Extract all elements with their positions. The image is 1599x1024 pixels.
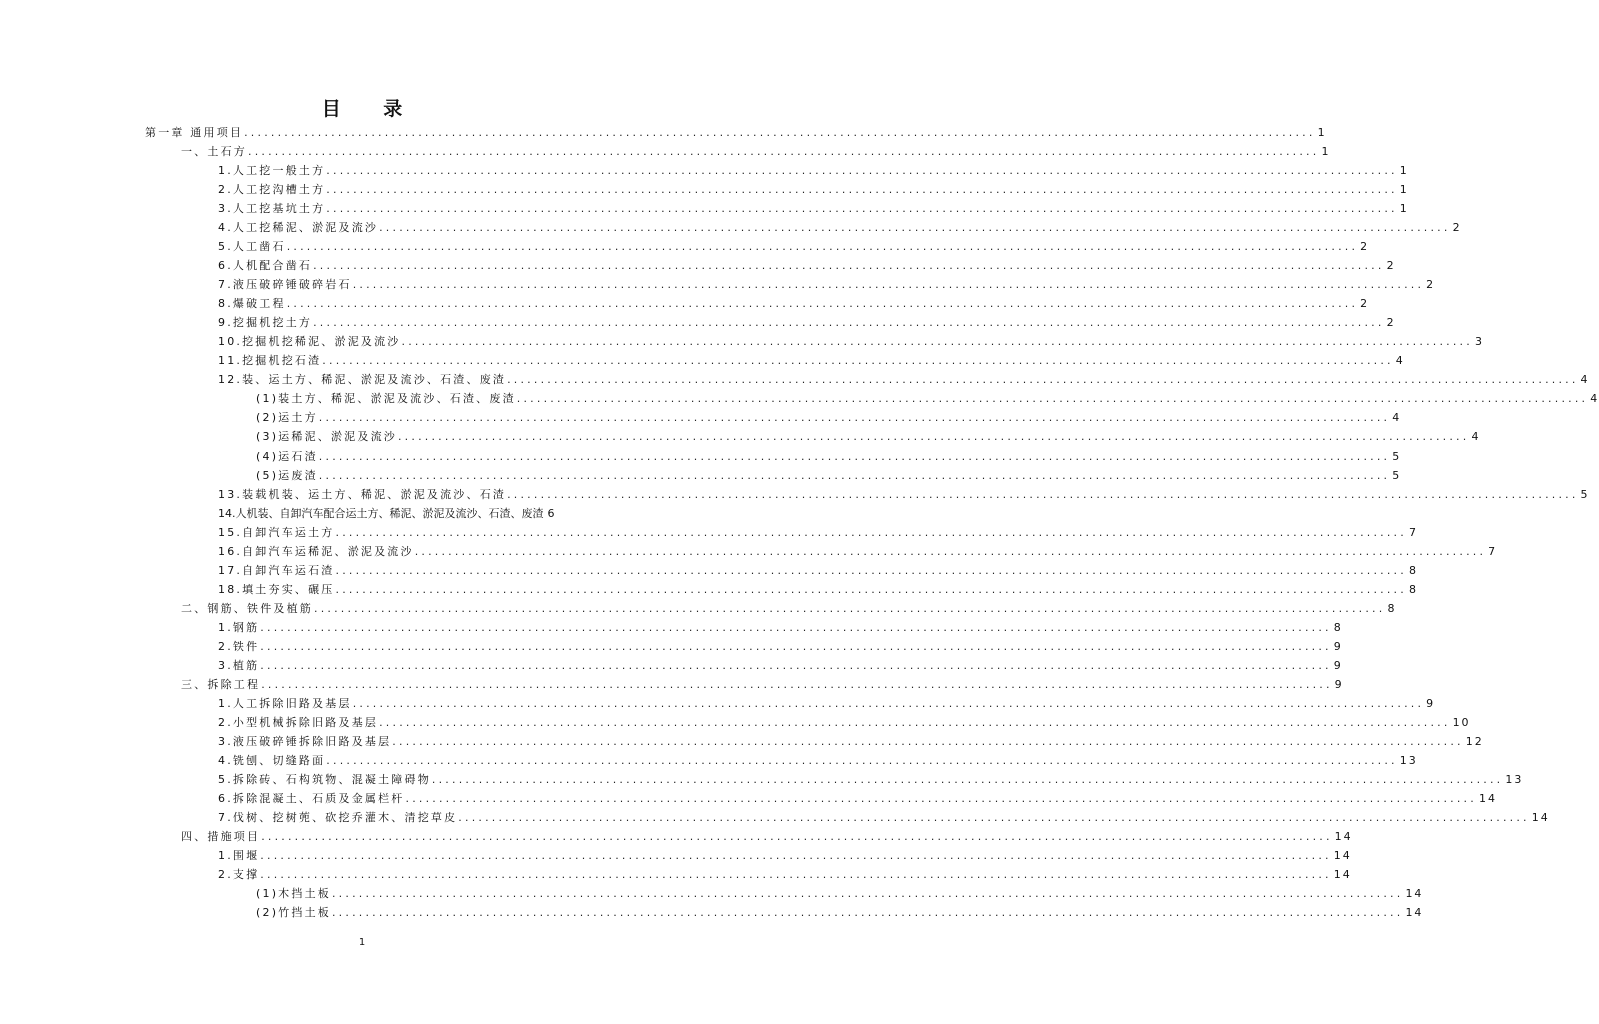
toc-entry-leader: ................................................................................................................................................................ (335, 525, 1407, 539)
toc-entry[interactable] (218, 657, 1343, 675)
toc-entry-label: (2)运土方 (256, 411, 318, 425)
toc-entry-leader: ................................................................................................................................................................ (313, 259, 1385, 273)
toc-entry-leader: ................................................................................................................................................................ (335, 563, 1407, 577)
toc-entry[interactable] (181, 143, 1331, 161)
toc-entry-label: 8.爆破工程 (218, 297, 286, 311)
toc-entry-page: 1 (1399, 164, 1409, 178)
toc-entry[interactable] (218, 638, 1343, 656)
toc-entry-leader: ................................................................................................................................................................ (431, 773, 1504, 787)
toc-entry-page: 4 (1395, 354, 1405, 368)
toc-entry-page: 13 (1399, 753, 1418, 767)
toc-entry-label: 6.拆除混凝土、石质及金属栏杆 (218, 792, 405, 806)
toc-entry-page: 8 (1333, 620, 1343, 634)
toc-entry-page: 13 (1505, 773, 1524, 787)
toc-entry-leader: ................................................................................................................................................................ (507, 487, 1579, 501)
toc-entry-label: 17.自卸汽车运石渣 (218, 563, 335, 577)
toc-entry-label: 一、土石方 (181, 145, 247, 159)
toc-entry-leader: ................................................................................................................................................................ (335, 582, 1407, 596)
toc-entry-leader: ................................................................................................................................................................ (248, 145, 1320, 159)
toc-entry-leader: ................................................................................................................................................................ (314, 601, 1386, 615)
toc-entry-label: 3.植筋 (218, 658, 260, 672)
toc-entry-leader: ................................................................................................................................................................ (414, 544, 1487, 558)
toc-entry-page: 3 (1474, 335, 1484, 349)
toc-entry-leader: ................................................................................................................................................................ (516, 392, 1589, 406)
toc-entry[interactable] (218, 847, 1352, 865)
toc-entry-label: 7.液压破碎锤破碎岩石 (218, 278, 352, 292)
toc-entry[interactable] (145, 124, 1327, 142)
toc-entry-leader: ................................................................................................................................................................ (260, 868, 1332, 882)
toc-entry[interactable] (181, 676, 1344, 694)
toc-entry-page: 7 (1488, 544, 1498, 558)
toc-entry-page: 9 (1333, 658, 1343, 672)
toc-entry[interactable] (218, 695, 1436, 713)
toc-entry-leader: ................................................................................................................................................................ (379, 715, 1451, 729)
toc-entry-label: 1.围堰 (218, 849, 260, 863)
toc-entry[interactable] (218, 371, 1590, 389)
toc-entry-page: 4 (1471, 430, 1481, 444)
toc-entry[interactable] (256, 409, 1402, 427)
toc-entry-leader: ................................................................................................................................................................ (331, 887, 1404, 901)
toc-entry-label: 13.装载机装、运土方、稀泥、淤泥及流沙、石渣 (218, 487, 507, 501)
toc-entry-page: 1 (1399, 202, 1409, 216)
toc-entry-leader: ................................................................................................................................................................ (322, 354, 1394, 368)
toc-entry-leader: ................................................................................................................................................................ (318, 449, 1391, 463)
toc-entry-label: 14.人机装、自卸汽车配合运土方、稀泥、淤泥及流沙、石渣、废渣 (218, 506, 544, 520)
toc-entry-label: 二、钢筋、铁件及植筋 (181, 601, 313, 615)
toc-entry-label: 四、措施项目 (181, 830, 261, 844)
toc-entry-label: (5)运废渣 (256, 468, 318, 482)
toc-entry[interactable] (256, 448, 1402, 466)
toc-entry[interactable] (181, 828, 1353, 846)
toc-entry-page: 9 (1334, 677, 1344, 691)
toc-entry-leader: ................................................................................................................................................................ (261, 677, 1333, 691)
page-number: 1 (358, 937, 366, 948)
toc-entry-leader: ................................................................................................................................................................ (397, 430, 1470, 444)
toc-entry-page: 1 (1321, 145, 1331, 159)
toc-entry-label: 12.装、运土方、稀泥、淤泥及流沙、石渣、废渣 (218, 373, 507, 387)
toc-entry[interactable] (218, 486, 1590, 504)
toc-entry-page: 2 (1360, 240, 1370, 254)
toc-entry-label: 16.自卸汽车运稀泥、淤泥及流沙 (218, 544, 414, 558)
toc-entry[interactable] (218, 352, 1405, 370)
toc-entry-label: 2.小型机械拆除旧路及基层 (218, 715, 379, 729)
toc-entry[interactable] (256, 428, 1481, 446)
toc-entry-leader: ................................................................................................................................................................ (313, 316, 1385, 330)
toc-entry[interactable] (218, 200, 1409, 218)
toc-entry-page: 2 (1426, 278, 1436, 292)
toc-entry-label: 1.人工拆除旧路及基层 (218, 696, 352, 710)
toc-entry-leader: ................................................................................................................................................................ (260, 639, 1332, 653)
toc-title: 目 录 (321, 98, 421, 120)
toc-entry-label: 1.钢筋 (218, 620, 260, 634)
toc-entry-label: (1)木挡土板 (256, 887, 331, 901)
toc-entry-label: (1)装土方、稀泥、淤泥及流沙、石渣、废渣 (256, 392, 516, 406)
toc-entry-page: 2 (1360, 297, 1370, 311)
toc-entry-leader: ................................................................................................................................................................ (331, 906, 1404, 920)
toc-entry-page: 14 (1334, 830, 1353, 844)
toc-entry-label: 2.人工挖沟槽土方 (218, 183, 326, 197)
toc-entry-leader: ................................................................................................................................................................ (244, 126, 1316, 139)
toc-entry-leader: ................................................................................................................................................................ (352, 278, 1425, 292)
toc-entry-leader: ................................................................................................................................................................ (507, 373, 1579, 387)
toc-entry-label: 2.支撑 (218, 868, 260, 882)
toc-entry[interactable] (218, 771, 1524, 789)
toc-entry-page: 14 (1478, 792, 1497, 806)
toc-entry-label: 10.挖掘机挖稀泥、淤泥及流沙 (218, 335, 401, 349)
toc-entry[interactable] (218, 333, 1484, 351)
toc-entry-page: 12 (1465, 734, 1484, 748)
toc-entry[interactable] (256, 390, 1599, 408)
toc-entry-label: 18.填土夯实、碾压 (218, 582, 335, 596)
toc-entry[interactable] (218, 562, 1418, 580)
toc-entry-leader: ................................................................................................................................................................ (286, 240, 1359, 254)
toc-entry-label: 9.挖掘机挖土方 (218, 316, 313, 330)
toc-entry-label: 第一章 通用项目 (145, 126, 244, 139)
toc-entry[interactable] (218, 733, 1484, 751)
toc-entry-page: 4 (1392, 411, 1402, 425)
toc-entry-leader: ................................................................................................................................................................ (326, 753, 1398, 767)
toc-entry-label: 6.人机配合凿石 (218, 259, 313, 273)
toc-entry-leader: ................................................................................................................................................................ (318, 468, 1391, 482)
toc-entry-label: 3.人工挖基坑土方 (218, 202, 326, 216)
toc-entry[interactable] (218, 752, 1418, 770)
toc-entry[interactable] (218, 314, 1396, 332)
toc-entry-page: 5 (1392, 449, 1402, 463)
toc-entry-page: 14 (1333, 849, 1352, 863)
toc-entry-label: 3.液压破碎锤拆除旧路及基层 (218, 734, 392, 748)
toc-entry-leader: ................................................................................................................................................................ (379, 221, 1451, 235)
toc-entry-leader: ................................................................................................................................................................ (318, 411, 1391, 425)
toc-entry[interactable] (181, 600, 1397, 618)
toc-entry[interactable] (218, 543, 1498, 561)
toc-entry[interactable] (218, 295, 1370, 313)
toc-entry-page: 9 (1426, 696, 1436, 710)
toc-entry-leader: ................................................................................................................................................................ (260, 658, 1332, 672)
toc-entry-page: 4 (1590, 392, 1599, 406)
toc-entry-page: 14 (1531, 811, 1550, 825)
toc-entry-label: 1.人工挖一般土方 (218, 164, 326, 178)
toc-entry[interactable] (218, 238, 1370, 256)
toc-entry-leader: ................................................................................................................................................................ (352, 696, 1425, 710)
toc-entry[interactable] (218, 219, 1462, 237)
toc-entry-leader: ................................................................................................................................................................ (458, 811, 1530, 825)
toc-entry-leader: ................................................................................................................................................................ (401, 335, 1473, 349)
toc-entry-page: 4 (1580, 373, 1590, 387)
toc-entry[interactable] (218, 505, 616, 523)
toc-entry-label: 三、拆除工程 (181, 677, 261, 691)
toc-entry-leader: ................................................................................................................................................................ (405, 792, 1477, 806)
toc-entry-page: 14 (1405, 906, 1424, 920)
toc-entry[interactable] (218, 619, 1343, 637)
toc-entry-page: 1 (1317, 126, 1327, 139)
toc-entry-label: 11.挖掘机挖石渣 (218, 354, 322, 368)
toc-entry[interactable] (256, 467, 1402, 485)
toc-entry-page: 6 (547, 506, 557, 520)
toc-entry-label: 5.拆除砖、石构筑物、混凝土障碍物 (218, 773, 431, 787)
toc-entry-label: 5.人工凿石 (218, 240, 286, 254)
toc-entry[interactable] (218, 790, 1497, 808)
toc-entry-leader: ................................................................................................................................................................ (261, 830, 1333, 844)
toc-entry-page: 5 (1580, 487, 1590, 501)
toc-entry-label: 4.人工挖稀泥、淤泥及流沙 (218, 221, 379, 235)
toc-entry-leader: ................................................................................................................................................................ (326, 202, 1398, 216)
toc-entry-label: (2)竹挡土板 (256, 906, 331, 920)
toc-entry-label: (4)运石渣 (256, 449, 318, 463)
toc-entry-label: 15.自卸汽车运土方 (218, 525, 335, 539)
toc-entry-page: 8 (1408, 563, 1418, 577)
toc-entry[interactable] (218, 276, 1436, 294)
toc-entry-label: (3)运稀泥、淤泥及流沙 (256, 430, 397, 444)
toc-entry[interactable] (256, 885, 1424, 903)
toc-entry-leader: ................................................................................................................................................................ (260, 849, 1332, 863)
toc-entry-leader: ................................................................................................................................................................ (286, 297, 1359, 311)
toc-entry[interactable] (256, 904, 1424, 922)
toc-entry-label: 7.伐树、挖树蔸、砍挖乔灌木、清挖草皮 (218, 811, 458, 825)
toc-entry[interactable] (218, 162, 1409, 180)
toc-entry-label: 4.铣刨、切缝路面 (218, 753, 326, 767)
toc-entry-page: 2 (1386, 259, 1396, 273)
toc-entry-leader: ................................................................................................................................................................ (260, 620, 1332, 634)
toc-entry[interactable] (218, 581, 1418, 599)
toc-entry-page: 8 (1408, 582, 1418, 596)
toc-entry-page: 8 (1387, 601, 1397, 615)
toc-entry[interactable] (218, 809, 1550, 827)
toc-entry[interactable] (218, 257, 1396, 275)
toc-entry-page: 14 (1333, 868, 1352, 882)
toc-entry-page: 9 (1333, 639, 1343, 653)
toc-entry[interactable] (218, 714, 1471, 732)
toc-entry-page: 7 (1408, 525, 1418, 539)
toc-entry-page: 2 (1386, 316, 1396, 330)
toc-entry-page: 10 (1452, 715, 1471, 729)
toc-entry-page: 2 (1452, 221, 1462, 235)
toc-entry-page: 14 (1405, 887, 1424, 901)
toc-entry[interactable] (218, 181, 1409, 199)
toc-entry-leader: ................................................................................................................................................................ (392, 734, 1464, 748)
toc-entry[interactable] (218, 524, 1418, 542)
toc-entry-page: 1 (1399, 183, 1409, 197)
toc-entry-leader: ................................................................................................................................................................ (326, 183, 1398, 197)
toc-entry-leader: ................................................................................................................................................................ (326, 164, 1398, 178)
toc-entry-page: 5 (1392, 468, 1402, 482)
toc-entry-label: 2.铁件 (218, 639, 260, 653)
toc-entry[interactable] (218, 866, 1352, 884)
